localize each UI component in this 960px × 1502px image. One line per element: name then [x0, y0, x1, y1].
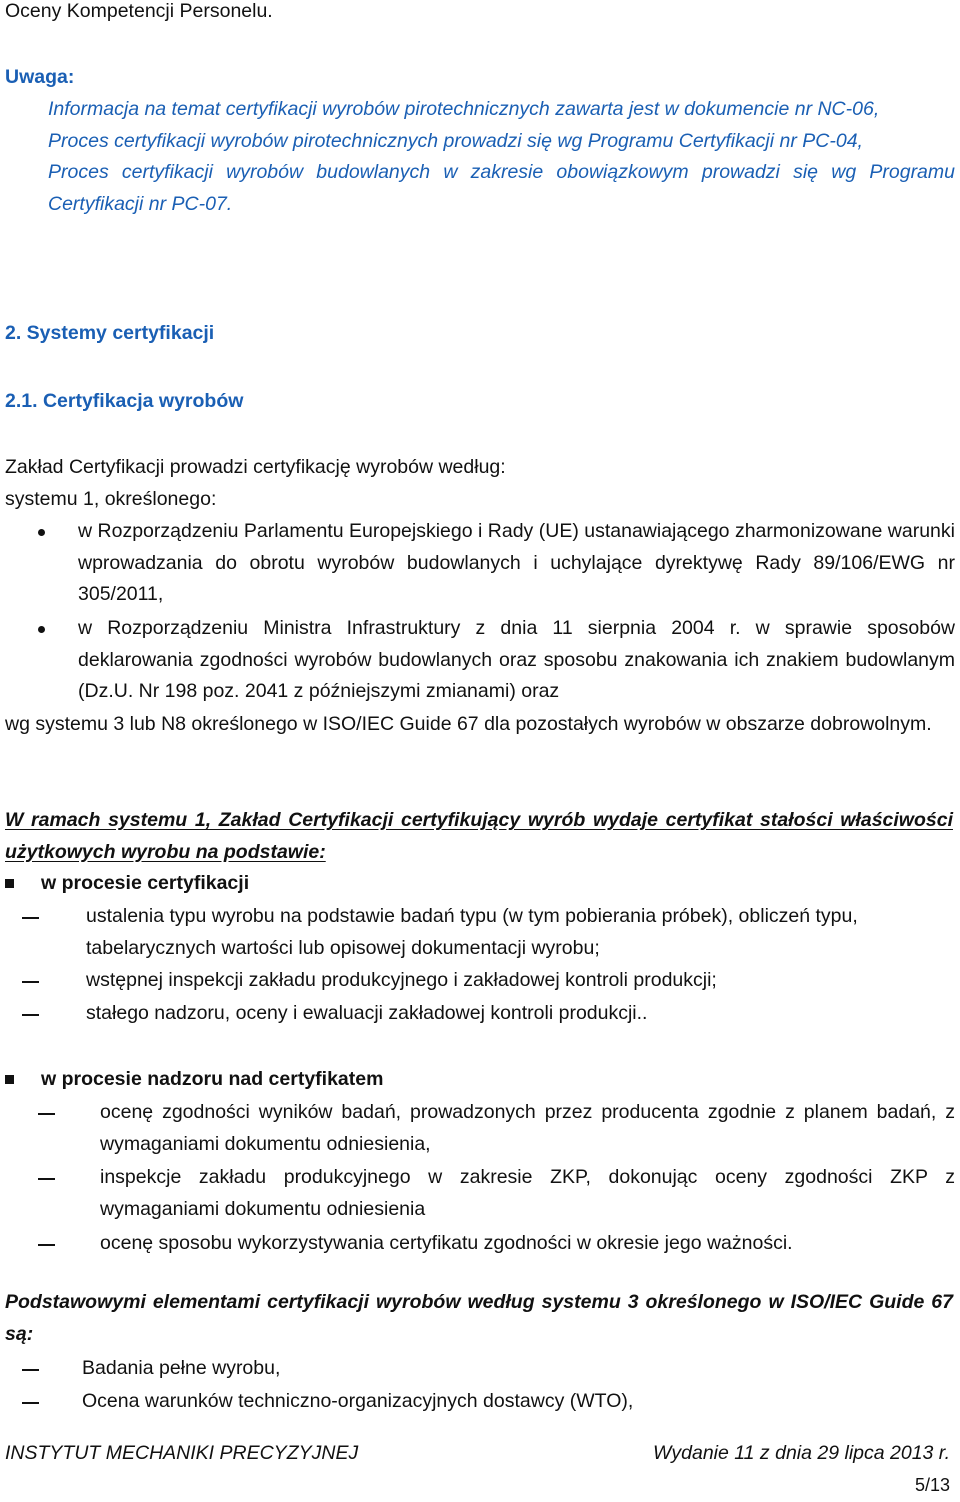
header-title: Oceny Kompetencji Personelu.: [5, 0, 273, 22]
process1-item-3: stałego nadzoru, oceny i ewaluacji zakładowej kontroli produkcji..: [86, 1002, 648, 1024]
list-item: [38, 516, 955, 611]
dash-bullet-icon: [38, 1113, 55, 1115]
list-item: [38, 1228, 955, 1260]
section-title: 2. Systemy certyfikacji: [5, 322, 215, 344]
list-item: [22, 965, 955, 997]
dash-bullet-icon: [38, 1244, 55, 1246]
footer-edition: Wydanie 11 z dnia 29 lipca 2013 r.: [652, 1442, 950, 1464]
process2-item-1: ocenę zgodności wyników badań, prowadzonych przez producenta zgodnie z planem badań, z wymaganiami dokumentu odniesienia,: [100, 1101, 955, 1155]
note-line-1: Informacja na temat certyfikacji wyrobów pirotechnicznych zawarta jest w dokumencie nr NC-06,: [48, 98, 880, 120]
process1-title: w procesie certyfikacji: [41, 872, 250, 894]
dash-bullet-icon: [22, 1402, 39, 1404]
list-item: [38, 1162, 955, 1225]
dash-bullet-icon: [38, 1178, 55, 1180]
list-item: [22, 1353, 955, 1385]
bullet-dot-icon: [38, 626, 45, 633]
bullet-text-2: w Rozporządzeniu Ministra Infrastruktury z dnia 11 sierpnia 2004 r. w sprawie sposobów deklarowania zgodności wyrobów budowlanych oraz sposobu znakowania ich znakiem budowlanym (Dz.U. Nr 198 poz. 2041 z późniejszymi zmianami) oraz: [78, 617, 955, 702]
process1-item-1: ustalenia typu wyrobu na podstawie badań typu (w tym pobierania próbek), obliczeń typu, tabelarycznych wartości lub opisowej dokumentacji wyrobu;: [86, 905, 858, 959]
basics-item-2: Ocena warunków techniczno-organizacyjnych dostawcy (WTO),: [82, 1390, 634, 1412]
bullet-text-1: w Rozporządzeniu Parlamentu Europejskiego i Rady (UE) ustanawiającego zharmonizowane warunki wprowadzania do obrotu wyrobów budowlanych i uchylające dyrektywę Rady 89/106/EWG nr 305/2011,: [78, 520, 955, 605]
dash-bullet-icon: [22, 1014, 39, 1016]
framework-title: W ramach systemu 1, Zakład Certyfikacji certyfikujący wyrób wydaje certyfikat stałości właściwości użytkowych wyrobu na podstawie:: [5, 809, 953, 863]
note-line-3: Proces certyfikacji wyrobów budowlanych w zakresie obowiązkowym prowadzi się wg Programu Certyfikacji nr PC-07.: [48, 161, 955, 215]
square-bullet-icon: [5, 1075, 14, 1084]
note-line-2: Proces certyfikacji wyrobów pirotechnicznych prowadzi się wg Programu Certyfikacji nr PC-04,: [48, 129, 863, 152]
process1-item-2: wstępnej inspekcji zakładu produkcyjnego i zakładowej kontroli produkcji;: [86, 969, 717, 991]
basics-item-1: Badania pełne wyrobu,: [82, 1357, 281, 1379]
page-number: 5/13: [914, 1475, 950, 1495]
subsection-title: 2.1. Certyfikacja wyrobów: [5, 390, 244, 412]
dash-bullet-icon: [22, 917, 39, 919]
note-block: [48, 94, 955, 220]
intro-line-1: Zakład Certyfikacji prowadzi certyfikację wyrobów według:: [5, 456, 506, 478]
list-item: [22, 901, 955, 964]
list-item: [22, 1386, 955, 1418]
square-bullet-icon: [5, 879, 14, 888]
note-label: Uwaga:: [5, 66, 75, 88]
process1-header: [5, 868, 955, 900]
intro-line-2: systemu 1, określonego:: [5, 488, 217, 510]
list-item: [38, 1097, 955, 1160]
dash-bullet-icon: [22, 981, 39, 983]
dash-bullet-icon: [22, 1369, 39, 1371]
list-item: [22, 998, 955, 1030]
basics-title: Podstawowymi elementami certyfikacji wyrobów według systemu 3 określonego w ISO/IEC Guide 67 są:: [5, 1291, 953, 1345]
process2-title: w procesie nadzoru nad certyfikatem: [41, 1068, 384, 1090]
process2-item-2: inspekcje zakładu produkcyjnego w zakresie ZKP, dokonując oceny zgodności ZKP z wymaganiami dokumentu odniesienia: [100, 1166, 955, 1220]
list-item: [38, 613, 955, 708]
process2-item-3: ocenę sposobu wykorzystywania certyfikatu zgodności w okresie jego ważności.: [100, 1232, 793, 1254]
process2-header: [5, 1064, 955, 1096]
system3-text: wg systemu 3 lub N8 określonego w ISO/IEC Guide 67 dla pozostałych wyrobów w obszarze dobrowolnym.: [5, 713, 932, 735]
footer-institute: INSTYTUT MECHANIKI PRECYZYJNEJ: [5, 1442, 359, 1464]
bullet-dot-icon: [38, 529, 45, 536]
